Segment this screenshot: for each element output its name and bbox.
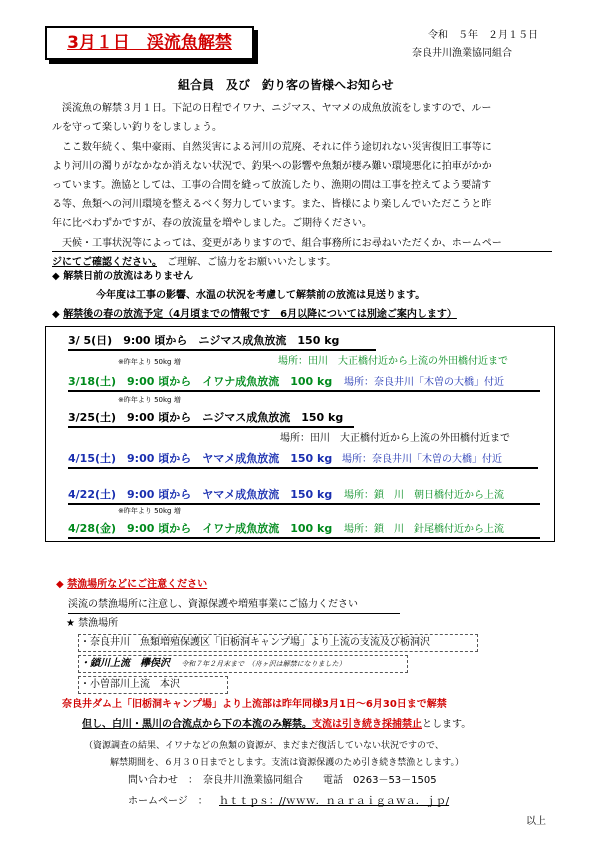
homepage-link[interactable]: ｈｔｔｐｓ：//ｗｗｗ．ｎａｒａｉｇａｗａ．ｊｐ/ — [219, 796, 450, 807]
schedule-note: ※昨年より 50kg 増 — [118, 396, 181, 404]
survey-note: （資源調査の結果、イワナなどの魚類の資源が、まだまだ復活していない状況ですので、 — [84, 741, 444, 751]
underline-rule — [68, 537, 540, 539]
intro-line: っています。漁協としては、工事の合間を縫って放流したり、漁期の間は工事を控えてよう要請す — [52, 180, 492, 191]
underline-rule — [68, 390, 540, 392]
dashed-frame — [78, 676, 228, 694]
underline-rule — [68, 613, 400, 614]
closed-area-item: ・奈良井川 魚類増殖保護区「旧栃洞キャンプ場」より上流の支流及び栃洞沢 — [80, 637, 430, 648]
schedule-place: 場所：田川 大正橋付近から上流の外田橋付近まで — [278, 356, 508, 367]
intro-line-end — [52, 256, 336, 269]
contact-info: 問い合わせ ： 奈良井川漁業協同組合 電話 0263－53－1505 — [128, 775, 437, 786]
title-box — [45, 26, 254, 60]
intro-line: 年に比べわずかですが、春の放流量を増やしました。ご期待ください。 — [52, 218, 372, 229]
closing-mark: 以上 — [526, 816, 546, 827]
exception-line: 但し、白川・黒川の合流点から下の本流のみ解禁。支流は引き続き採捕禁止とします。 — [82, 719, 472, 730]
underline-rule — [52, 251, 552, 252]
schedule-main: 3/ 5(日) 9:00 頃から ニジマス成魚放流 150 kg — [68, 334, 340, 347]
schedule-main: 4/15(土) 9:00 頃から ヤマメ成魚放流 150 kg — [68, 452, 333, 465]
intro-line: 天候・工事状況等によっては、変更がありますので、組合事務所にお尋ねいただくか、ホームペー — [62, 238, 502, 249]
diamond-bullet-icon: ◆ — [56, 579, 64, 590]
diamond-bullet-icon: ◆ — [52, 309, 60, 320]
page-title: 3月１日 渓流魚解禁 — [67, 33, 232, 53]
caution-intro: 渓流の禁漁場所に注意し、資源保護や増殖事業にご協力ください — [68, 599, 358, 610]
survey-note: 解禁期間を、６月３０日までとします。支流は資源保護のため引き続き禁漁とします。） — [110, 758, 465, 768]
thanks-text: ご理解、ご協力をお願いいたします。 — [157, 257, 337, 268]
dashed-frame — [78, 634, 478, 652]
schedule-note: ※昨年より 50kg 増 — [118, 358, 181, 366]
organization: 奈良井川漁業協同組合 — [412, 48, 512, 59]
pre-opening-heading: ◆ 解禁日前の放流はありません — [52, 271, 194, 282]
underline-rule — [68, 349, 376, 351]
schedule-place: 場所：奈良井川「木曽の大橋」付近 — [342, 454, 502, 465]
issue-date: 令和 ５年 ２月１５日 — [428, 30, 538, 41]
schedule-main: 4/28(金) 9:00 頃から イワナ成魚放流 100 kg — [68, 522, 333, 535]
schedule-place: 場所：奈良井川「木曽の大橋」付近 — [344, 377, 504, 388]
intro-line: る等、魚類への河川環境を整えるべく努力しています。また、皆様により楽しんでいただこうと昨 — [52, 199, 492, 210]
schedule-main: 3/18(土) 9:00 頃から イワナ成魚放流 100 kg — [68, 375, 333, 388]
check-homepage-emphasis: ジにてご確認ください。 — [52, 257, 157, 268]
intro-line: ルを守って楽しい釣りをしましょう。 — [52, 122, 222, 133]
schedule-note: ※昨年より 50kg 増 — [118, 507, 181, 515]
intro-line: 渓流魚の解禁３月１日。下記の日程でイワナ、ニジマス、ヤマメの成魚放流をしますので、ルー — [62, 103, 492, 114]
schedule-main: 4/22(土) 9:00 頃から ヤマメ成魚放流 150 kg — [68, 488, 333, 501]
schedule-place: 場所：田川 大正橋付近から上流の外田橋付近まで — [280, 433, 510, 444]
closed-area-item: ・小曽部川上流 本沢 — [80, 679, 180, 690]
notice-subtitle: 組合員 及び 釣り客の皆様へお知らせ — [178, 78, 394, 92]
intro-line: ここ数年続く、集中豪雨、自然災害による河川の荒廃、それに伴う途切れない災害復旧工事等に — [62, 142, 492, 153]
schedule-place: 場所：鎖 川 針尾橋付近から上流 — [344, 524, 504, 535]
homepage-line: ホームページ ： ｈｔｔｐｓ：//ｗｗｗ．ｎａｒａｉｇａｗａ．ｊｐ/ — [128, 796, 450, 807]
pre-opening-note: 今年度は工事の影響、水温の状況を考慮して解禁前の放流は見送ります。 — [96, 290, 426, 301]
underline-rule — [68, 467, 538, 469]
schedule-place: 場所：鎖 川 朝日橋付近から上流 — [344, 490, 504, 501]
schedule-main: 3/25(土) 9:00 頃から ニジマス成魚放流 150 kg — [68, 411, 344, 424]
diamond-bullet-icon: ◆ — [52, 271, 60, 282]
underline-rule — [68, 503, 540, 505]
closed-area-title: ★ 禁漁場所 — [66, 618, 119, 629]
spring-release-heading: ◆ 解禁後の春の放流予定（4月頃までの情報です 6月以降については別途ご案内します） — [52, 309, 457, 320]
closed-area-item: ・鎖川上流 欅俣沢 令和７年２月末まで （舟ヶ沢は解禁になりました） — [80, 658, 346, 669]
caution-heading: ◆ 禁漁場所などにご注意ください — [56, 579, 208, 590]
underline-rule — [68, 426, 354, 428]
star-icon: ★ — [66, 618, 75, 629]
dam-opening-notice: 奈良井ダム上「旧栃洞キャンプ場」より上流部は昨年同様3月1日～6月30日まで解禁 — [62, 699, 447, 710]
dashed-frame — [78, 655, 408, 673]
intro-line: より河川の濁りがなかなか消えない状況で、釣果への影響や魚類が棲み難い環境悪化に拍車がかか — [52, 161, 492, 172]
